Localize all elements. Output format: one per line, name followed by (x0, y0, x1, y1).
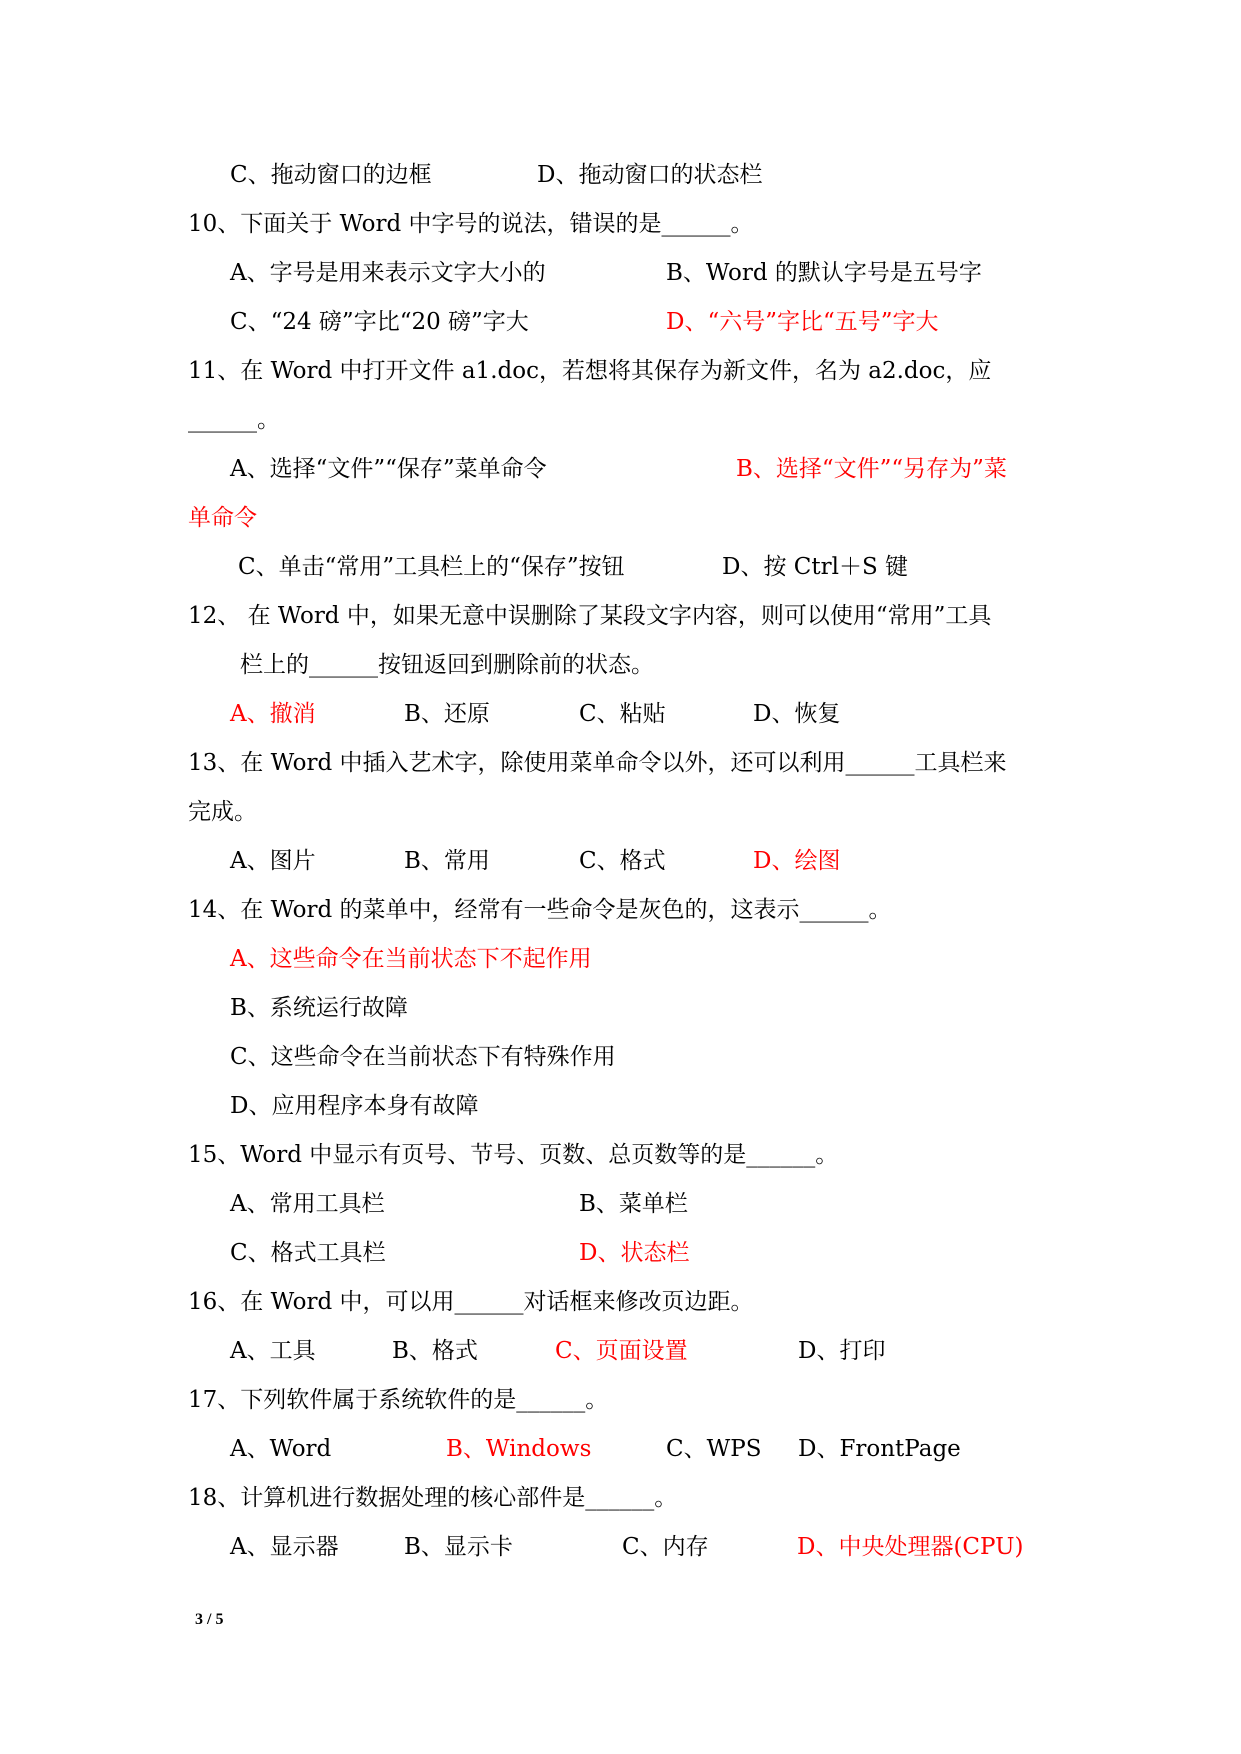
option-d: D、按 Ctrl＋S 键 (722, 554, 909, 580)
option-b: B、还原 (404, 701, 490, 727)
option-a-answer: A、这些命令在当前状态下不起作用 (230, 946, 592, 972)
option-row (0, 846, 1241, 876)
option-b: B、格式 (392, 1338, 478, 1364)
question-14: 14、在 Word 的菜单中，经常有一些命令是灰色的，这表示______。 (188, 897, 892, 923)
question-10: 10、下面关于 Word 中字号的说法，错误的是______。 (188, 211, 754, 237)
option-c: C、格式 (579, 848, 666, 874)
option-a: A、选择“文件”“保存”菜单命令 (230, 456, 547, 482)
option-row (0, 699, 1241, 729)
option-a: A、工具 (230, 1338, 316, 1364)
option-c: C、“24 磅”字比“20 磅”字大 (230, 309, 529, 335)
question-17: 17、下列软件属于系统软件的是______。 (188, 1387, 609, 1413)
option-d: D、打印 (798, 1338, 886, 1364)
option-d: D、恢复 (753, 701, 841, 727)
option-c: C、格式工具栏 (230, 1240, 386, 1266)
option-row (0, 1532, 1241, 1562)
option-d-answer: D、“六号”字比“五号”字大 (666, 309, 939, 335)
question-12: 12、 在 Word 中，如果无意中误删除了某段文字内容，则可以使用“常用”工具 (188, 603, 992, 629)
option-b-answer: B、选择“文件”“另存为”菜 (736, 456, 1007, 482)
page-number: 3 / 5 (195, 1611, 224, 1628)
option-b: B、显示卡 (404, 1534, 513, 1560)
option-a: A、常用工具栏 (230, 1191, 385, 1217)
question-11: 11、在 Word 中打开文件 a1.doc，若想将其保存为新文件，名为 a2.doc，应 (188, 358, 992, 384)
question-12-cont: 栏上的______按钮返回到删除前的状态。 (240, 652, 654, 678)
option-d-answer: D、中央处理器(CPU) (797, 1534, 1024, 1560)
option-d: D、FrontPage (798, 1436, 961, 1462)
question-18: 18、计算机进行数据处理的核心部件是______。 (188, 1485, 678, 1511)
option-b-answer: B、Windows (446, 1436, 592, 1462)
question-15: 15、Word 中显示有页号、节号、页数、总页数等的是______。 (188, 1142, 839, 1168)
option-row (0, 1434, 1241, 1464)
option-row (0, 1189, 1241, 1219)
option-b: B、常用 (404, 848, 490, 874)
option-b: B、系统运行故障 (230, 995, 408, 1021)
option-c: C、粘贴 (579, 701, 666, 727)
question-11-blank: ______。 (188, 407, 280, 433)
option-a: A、显示器 (230, 1534, 339, 1560)
option-c: C、单击“常用”工具栏上的“保存”按钮 (238, 554, 625, 580)
option-row (0, 552, 1241, 582)
option-a-answer: A、撤消 (230, 701, 316, 727)
option-b: B、菜单栏 (579, 1191, 688, 1217)
option-c: C、内存 (622, 1534, 709, 1560)
option-row (0, 1336, 1241, 1366)
option-d-answer: D、绘图 (753, 848, 841, 874)
option-c: C、WPS (666, 1436, 762, 1462)
option-row (0, 454, 1241, 484)
option-c: C、拖动窗口的边框 (230, 162, 432, 188)
option-d: D、拖动窗口的状态栏 (537, 162, 763, 188)
option-row (0, 160, 1241, 190)
option-a: A、字号是用来表示文字大小的 (230, 260, 546, 286)
option-d: D、应用程序本身有故障 (230, 1093, 479, 1119)
option-c-answer: C、页面设置 (555, 1338, 688, 1364)
question-16: 16、在 Word 中，可以用______对话框来修改页边距。 (188, 1289, 754, 1315)
option-b: B、Word 的默认字号是五号字 (666, 260, 982, 286)
question-13-cont: 完成。 (188, 799, 257, 825)
option-a: A、Word (230, 1436, 332, 1462)
option-b-answer-cont: 单命令 (188, 505, 257, 531)
option-row (0, 307, 1241, 337)
option-d-answer: D、状态栏 (579, 1240, 690, 1266)
option-a: A、图片 (230, 848, 316, 874)
question-13: 13、在 Word 中插入艺术字，除使用菜单命令以外，还可以利用______工具栏来 (188, 750, 1007, 776)
option-c: C、这些命令在当前状态下有特殊作用 (230, 1044, 616, 1070)
option-row (0, 1238, 1241, 1268)
option-row (0, 258, 1241, 288)
